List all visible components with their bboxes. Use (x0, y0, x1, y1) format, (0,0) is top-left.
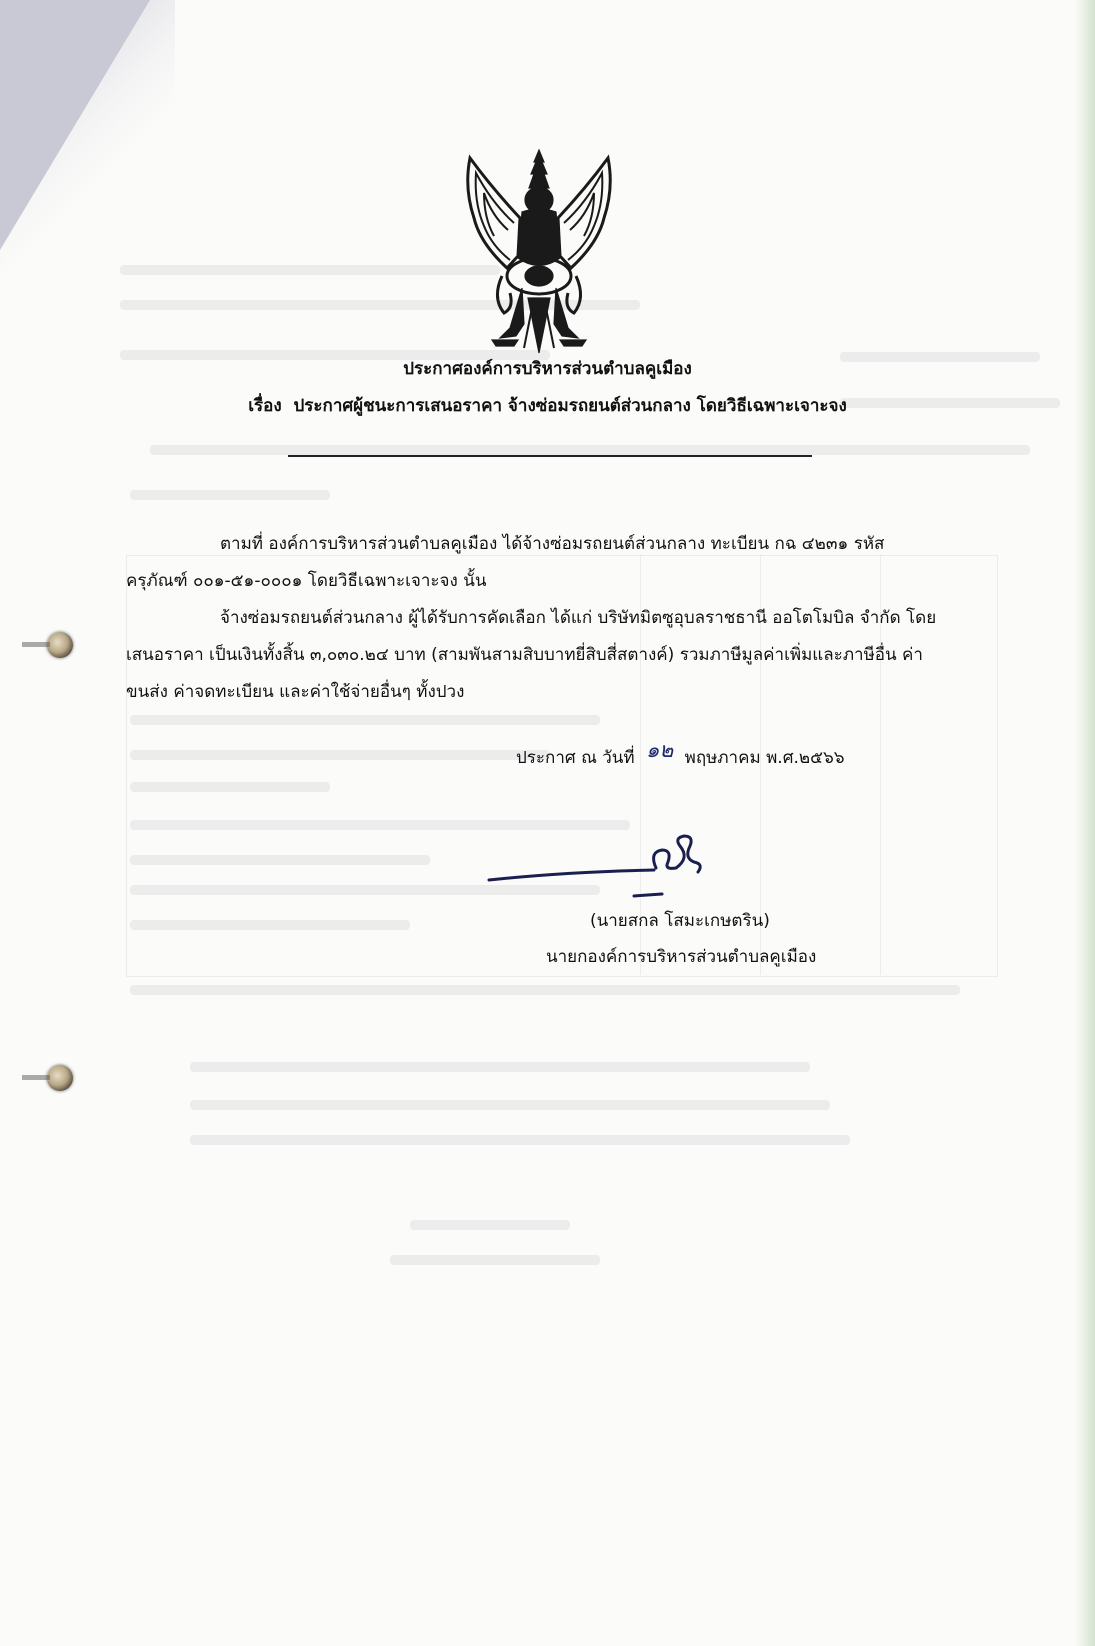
bleed-through-mark (190, 1135, 850, 1145)
handwritten-day: ๑๒ (646, 738, 674, 762)
garuda-emblem-icon (462, 148, 617, 358)
subject-text: ประกาศผู้ชนะการเสนอราคา จ้างซ่อมรถยนต์ส่วนกลาง โดยวิธีเฉพาะเจาะจง (293, 396, 847, 416)
date-prefix: ประกาศ ณ วันที่ (516, 748, 635, 768)
handwritten-signature (484, 828, 724, 906)
bleed-through-mark (410, 1220, 570, 1230)
para2-line2: เสนอราคา เป็นเงินทั้งสิ้น ๓,๐๓๐.๒๔ บาท (สามพันสามสิบบาทยี่สิบสี่สตางค์) รวมภาษีมูลค่าเพิ่มและภาษีอื่น ค่า (126, 645, 923, 665)
bleed-through-mark (150, 445, 1030, 455)
binder-hole (47, 632, 73, 658)
bleed-through-mark (130, 985, 960, 995)
binder-pin (22, 642, 50, 647)
document-title: ประกาศองค์การบริหารส่วนตำบลคูเมือง (403, 359, 692, 379)
bleed-through-mark (130, 490, 330, 500)
heading-divider (288, 455, 812, 457)
para2-line3: ขนส่ง ค่าจดทะเบียน และค่าใช้จ่ายอื่นๆ ทั้งปวง (126, 682, 465, 702)
bleed-through-mark (390, 1255, 600, 1265)
signatory-position: นายกองค์การบริหารส่วนตำบลคูเมือง (546, 947, 817, 967)
para2-line1: จ้างซ่อมรถยนต์ส่วนกลาง ผู้ได้รับการคัดเลือก ได้แก่ บริษัทมิตซูอุบลราชธานี ออโตโมบิล จำกัด โดย (220, 608, 937, 628)
para1-line2: ครุภัณฑ์ ๐๐๑-๕๑-๐๐๐๑ โดยวิธีเฉพาะเจาะจง นั้น (126, 571, 487, 591)
bleed-through-mark (120, 265, 500, 275)
date-month-year: พฤษภาคม พ.ศ.๒๕๖๖ (684, 748, 845, 768)
binder-hole (47, 1065, 73, 1091)
bleed-through-mark (190, 1062, 810, 1072)
folded-corner (0, 0, 150, 250)
subject-prefix: เรื่อง (248, 396, 282, 416)
page-edge (1075, 0, 1095, 1646)
bleed-through-mark (190, 1100, 830, 1110)
document-subject (0, 392, 1095, 419)
announcement-date (516, 740, 845, 773)
signatory-name: (นายสกล โสมะเกษตริน) (590, 911, 770, 931)
binder-pin (22, 1075, 50, 1080)
para1-line1: ตามที่ องค์การบริหารส่วนตำบลคูเมือง ได้จ้างซ่อมรถยนต์ส่วนกลาง ทะเบียน กฉ ๔๒๓๑ รหัส (220, 534, 885, 554)
